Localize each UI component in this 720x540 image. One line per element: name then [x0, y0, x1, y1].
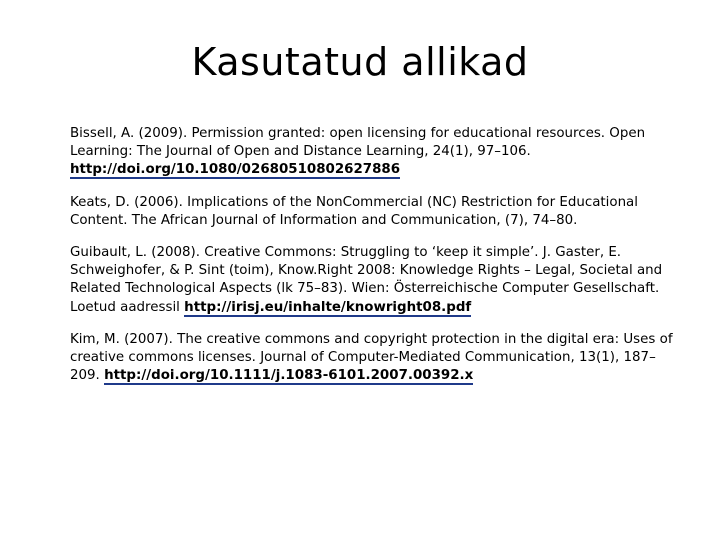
reference-link[interactable]: http://irisj.eu/inhalte/knowright08.pdf [184, 299, 472, 315]
reference-text: Keats, D. (2006). Implications of the NonCommercial (NC) Restriction for Educational Content. The African Journal of Information and Communication, (7), 74–80. [70, 194, 638, 228]
reference-link[interactable]: http://doi.org/10.1080/02680510802627886 [70, 162, 401, 178]
reference-list [70, 125, 685, 399]
reference-text: Guibault, L. (2008). Creative Commons: Struggling to ‘keep it simple’. J. Gaster, E. Schweighofer, & P. Sint (toim), Know.Right 2008: Knowledge Rights – Legal, Societal and Related Technological Aspects (lk 75–83). Wien: Österreichische Computer Gesellschaft. Loetud aadressil [70, 245, 663, 315]
reference-link[interactable]: http://doi.org/10.1111/j.1083-6101.2007.00392.x [104, 368, 474, 384]
reference-kim [70, 331, 685, 386]
reference-text: Kim, M. (2007). The creative commons and copyright protection in the digital era: Uses of creative commons licenses. Journal of Computer-Mediated Communication, 13(1), 187–209. [70, 331, 673, 384]
reference-guibault [70, 244, 685, 317]
reference-keats [70, 194, 685, 230]
slide-title: Kasutatud allikad [191, 40, 529, 84]
reference-bissell [70, 125, 685, 180]
reference-text: Bissell, A. (2009). Permission granted: open licensing for educational resources. Open Learning: The Journal of Open and Distance Learning, 24(1), 97–106. [70, 126, 646, 160]
